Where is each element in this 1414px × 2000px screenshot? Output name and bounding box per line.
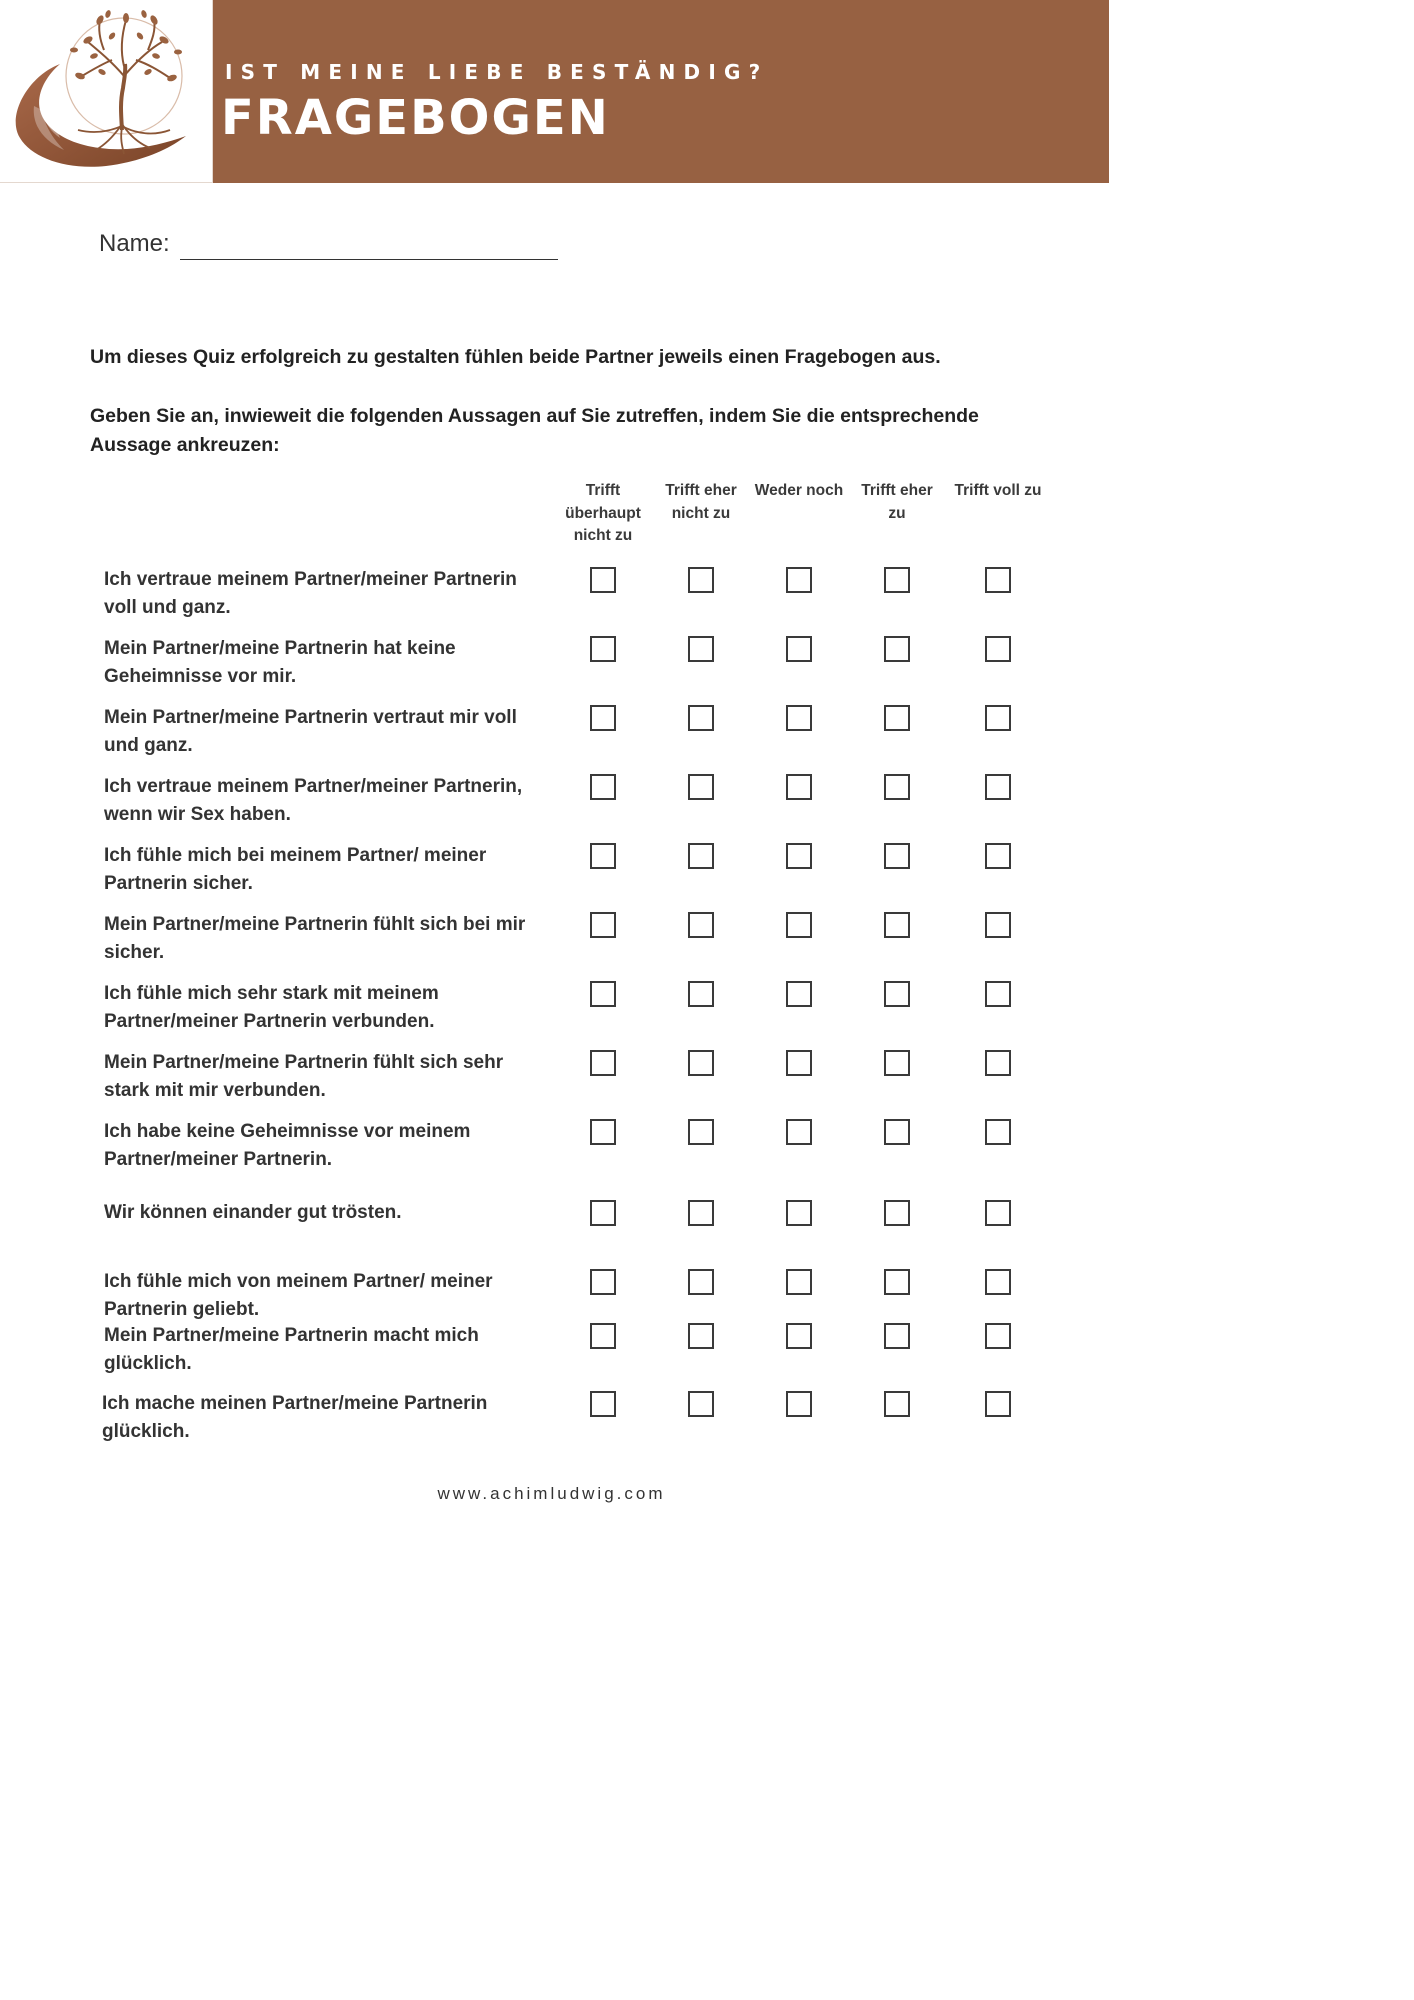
intro-text-1: Um dieses Quiz erfolgreich zu gestalten fühlen beide Partner jeweils einen Fragebogen aus. [90, 346, 941, 368]
question-text: Ich mache meinen Partner/meine Partnerin glücklich. [102, 1393, 488, 1442]
name-label: Name: [99, 230, 170, 257]
tree-of-life-logo-icon [8, 6, 204, 178]
answer-checkbox[interactable] [985, 1391, 1011, 1417]
answer-checkbox[interactable] [786, 567, 812, 593]
answer-checkbox[interactable] [688, 1200, 714, 1226]
answer-checkbox[interactable] [786, 843, 812, 869]
scale-label-5: Trifft voll zu [954, 482, 1042, 499]
answer-checkbox[interactable] [786, 636, 812, 662]
answer-checkbox[interactable] [786, 774, 812, 800]
answer-checkbox[interactable] [590, 981, 616, 1007]
answer-checkbox[interactable] [688, 912, 714, 938]
answer-checkbox[interactable] [884, 636, 910, 662]
answer-checkbox[interactable] [884, 981, 910, 1007]
answer-checkbox[interactable] [688, 1119, 714, 1145]
answer-checkbox[interactable] [985, 705, 1011, 731]
answer-checkbox[interactable] [590, 1323, 616, 1349]
name-field[interactable] [180, 259, 558, 260]
answer-checkbox[interactable] [884, 1269, 910, 1295]
answer-checkbox[interactable] [884, 1323, 910, 1349]
answer-checkbox[interactable] [786, 705, 812, 731]
intro-text-2: Geben Sie an, inwieweit die folgenden Aussagen auf Sie zutreffen, indem Sie die entsprechende Aussage ankreuzen: [90, 405, 979, 456]
answer-checkbox[interactable] [786, 1323, 812, 1349]
page-header [0, 0, 1109, 183]
answer-checkbox[interactable] [590, 636, 616, 662]
scale-label-4: Trifft eher zu [861, 482, 933, 522]
answer-checkbox[interactable] [590, 705, 616, 731]
page-subtitle: IST MEINE LIEBE BESTÄNDIG? [225, 60, 769, 84]
question-text: Wir können einander gut trösten. [104, 1202, 402, 1223]
answer-checkbox[interactable] [688, 1050, 714, 1076]
answer-checkbox[interactable] [985, 774, 1011, 800]
answer-checkbox[interactable] [884, 1050, 910, 1076]
question-text: Ich fühle mich von meinem Partner/ meiner Partnerin geliebt. [104, 1271, 493, 1320]
question-text: Ich fühle mich bei meinem Partner/ meiner Partnerin sicher. [104, 845, 487, 894]
question-text: Mein Partner/meine Partnerin fühlt sich bei mir sicher. [104, 914, 526, 963]
answer-checkbox[interactable] [884, 1119, 910, 1145]
scale-label-2: Trifft eher nicht zu [665, 482, 737, 522]
answer-checkbox[interactable] [985, 567, 1011, 593]
answer-checkbox[interactable] [590, 1269, 616, 1295]
answer-checkbox[interactable] [985, 1269, 1011, 1295]
answer-checkbox[interactable] [985, 1119, 1011, 1145]
answer-checkbox[interactable] [590, 912, 616, 938]
answer-checkbox[interactable] [884, 774, 910, 800]
answer-checkbox[interactable] [884, 705, 910, 731]
answer-checkbox[interactable] [884, 912, 910, 938]
answer-checkbox[interactable] [688, 1269, 714, 1295]
answer-checkbox[interactable] [688, 981, 714, 1007]
answer-checkbox[interactable] [688, 567, 714, 593]
answer-checkbox[interactable] [786, 1050, 812, 1076]
question-text: Mein Partner/meine Partnerin hat keine Geheimnisse vor mir. [104, 638, 456, 687]
answer-checkbox[interactable] [590, 1391, 616, 1417]
logo [0, 0, 213, 183]
answer-checkbox[interactable] [985, 1323, 1011, 1349]
answer-checkbox[interactable] [688, 774, 714, 800]
answer-checkbox[interactable] [590, 1050, 616, 1076]
answer-checkbox[interactable] [884, 1200, 910, 1226]
answer-checkbox[interactable] [688, 705, 714, 731]
scale-label-1: Trifft überhaupt nicht zu [565, 482, 641, 544]
question-text: Ich fühle mich sehr stark mit meinem Partner/meiner Partnerin verbunden. [104, 983, 439, 1032]
answer-checkbox[interactable] [786, 1119, 812, 1145]
answer-checkbox[interactable] [985, 981, 1011, 1007]
question-text: Mein Partner/meine Partnerin vertraut mir voll und ganz. [104, 707, 517, 756]
answer-checkbox[interactable] [590, 1119, 616, 1145]
answer-checkbox[interactable] [884, 567, 910, 593]
answer-checkbox[interactable] [786, 1269, 812, 1295]
answer-checkbox[interactable] [985, 636, 1011, 662]
question-text: Ich habe keine Geheimnisse vor meinem Partner/meiner Partnerin. [104, 1121, 471, 1170]
answer-checkbox[interactable] [985, 1050, 1011, 1076]
scale-label-3: Weder noch [754, 482, 844, 499]
question-text: Mein Partner/meine Partnerin fühlt sich sehr stark mit mir verbunden. [104, 1052, 504, 1101]
answer-checkbox[interactable] [884, 1391, 910, 1417]
answer-checkbox[interactable] [590, 1200, 616, 1226]
footer-url: www.achimludwig.com [437, 1484, 666, 1503]
answer-checkbox[interactable] [786, 981, 812, 1007]
answer-checkbox[interactable] [688, 1391, 714, 1417]
answer-checkbox[interactable] [786, 912, 812, 938]
answer-checkbox[interactable] [985, 1200, 1011, 1226]
answer-checkbox[interactable] [590, 774, 616, 800]
answer-checkbox[interactable] [688, 1323, 714, 1349]
question-text: Mein Partner/meine Partnerin macht mich glücklich. [104, 1325, 479, 1374]
answer-checkbox[interactable] [985, 843, 1011, 869]
question-text: Ich vertraue meinem Partner/meiner Partnerin voll und ganz. [104, 569, 517, 618]
answer-checkbox[interactable] [985, 912, 1011, 938]
answer-checkbox[interactable] [590, 567, 616, 593]
page-title: FRAGEBOGEN [221, 90, 610, 146]
answer-checkbox[interactable] [786, 1200, 812, 1226]
header-banner [213, 0, 1109, 183]
answer-checkbox[interactable] [590, 843, 616, 869]
question-text: Ich vertraue meinem Partner/meiner Partnerin, wenn wir Sex haben. [104, 776, 523, 825]
answer-checkbox[interactable] [786, 1391, 812, 1417]
answer-checkbox[interactable] [884, 843, 910, 869]
answer-checkbox[interactable] [688, 636, 714, 662]
answer-checkbox[interactable] [688, 843, 714, 869]
